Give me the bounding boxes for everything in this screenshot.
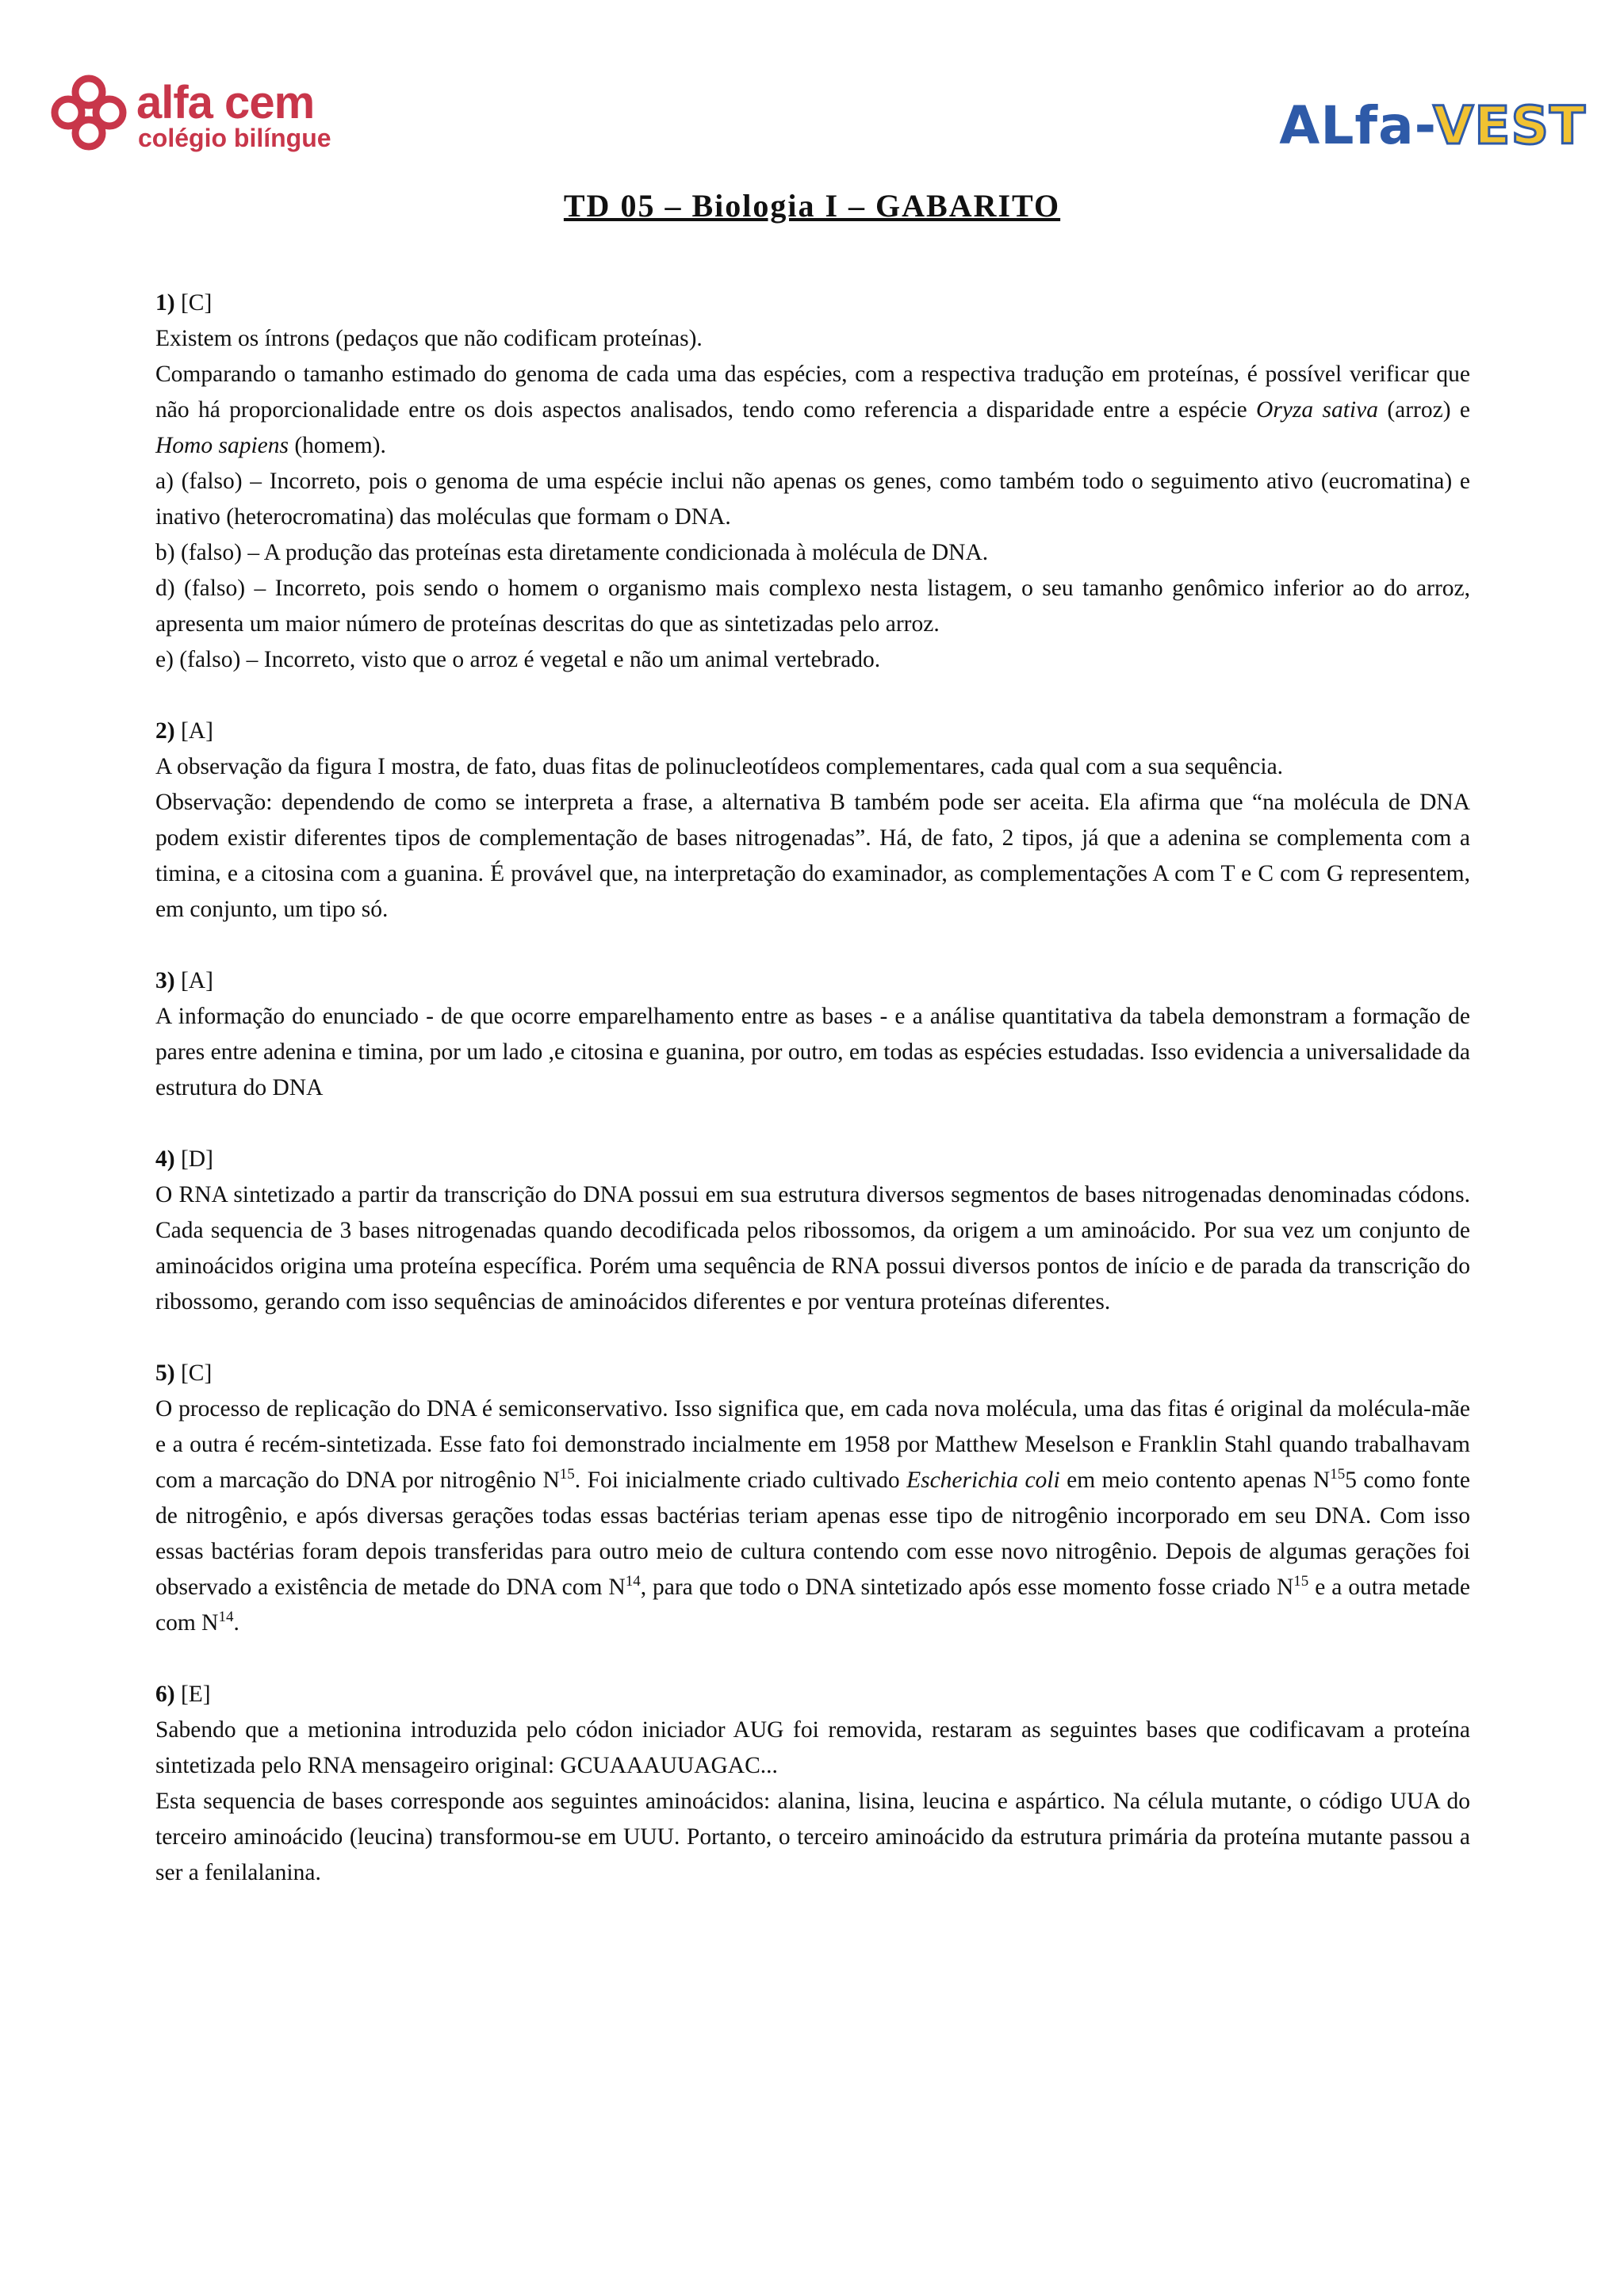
paragraph: Existem os íntrons (pedaços que não codificam proteínas).: [155, 326, 703, 351]
school-subtitle: colégio bilíngue: [138, 124, 331, 152]
paragraph: a) (falso) – Incorreto, pois o genoma de uma espécie inclui não apenas os genes, como também todo o seguimento ativo (eucromatina) e inativo (heterocromatina) das moléculas que formam o DNA.: [155, 469, 1470, 530]
school-name: alfa cem: [136, 77, 315, 128]
paragraph: O RNA sintetizado a partir da transcrição do DNA possui em sua estrutura diversos segmentos de bases nitrogenadas denominadas códons. Cada sequencia de 3 bases nitrogenadas quando decodificada pelos ribossomos, da origem a um aminoácido. Por sua vez um conjunto de aminoácidos origina uma proteína específica. Porém uma sequência de RNA possui diversos pontos de início e de parada da transcrição do ribossomo, gerando com isso sequências de aminoácidos diferentes e por ventura proteínas diferentes.: [155, 1182, 1470, 1314]
school-logo: [48, 71, 349, 166]
paragraph: Sabendo que a metionina introduzida pelo códon iniciador AUG foi removida, restaram as seguintes bases que codificavam a proteína sintetizada pelo RNA mensageiro original: GCUAAAUUAGAC...: [155, 1717, 1470, 1778]
page-title: TD 05 – Biologia I – GABARITO: [563, 188, 1061, 224]
brand-prefix: ALfa-: [1279, 95, 1434, 156]
species-name: Oryza sativa: [1256, 397, 1378, 423]
question-number: 6): [155, 1682, 175, 1707]
question-number: 1): [155, 290, 175, 316]
paragraph: Comparando o tamanho estimado do genoma de cada uma das espécies, com a respectiva tradução em proteínas, é possível verificar que não há proporcionalidade entre os dois aspectos analisados, tendo como referencia a disparidade entre a espécie Oryza sativa (arroz) e Homo sapiens (homem).: [155, 362, 1470, 458]
answer-letter: [D]: [180, 1146, 213, 1172]
paragraph: Observação: dependendo de como se interpreta a frase, a alternativa B também pode ser aceita. Ela afirma que “na molécula de DNA podem existir diferentes tipos de complementação de bases nitrogenadas”. Há, de fato, 2 tipos, já que a adenina se complementa com a timina, e a citosina com a guanina. É provável que, na interpretação do examinador, as complementações A com T e C com G representem, em conjunto, um tipo só.: [155, 790, 1470, 922]
paragraph: d) (falso) – Incorreto, pois sendo o homem o organismo mais complexo nesta listagem, o seu tamanho genômico inferior ao do arroz, apresenta um maior número de proteínas descritas do que as sintetizadas pelo arroz.: [155, 576, 1470, 637]
question-1: [155, 285, 1470, 678]
question-5: [155, 1356, 1470, 1641]
question-2: [155, 714, 1470, 928]
question-number: 2): [155, 718, 175, 744]
question-number: 3): [155, 968, 175, 993]
question-3: [155, 963, 1470, 1106]
species-name: Escherichia coli: [906, 1468, 1060, 1493]
paragraph: e) (falso) – Incorreto, visto que o arroz é vegetal e não um animal vertebrado.: [155, 647, 881, 672]
paragraph: A observação da figura I mostra, de fato, duas fitas de polinucleotídeos complementares, cada qual com a sua sequência.: [155, 754, 1284, 779]
answer-letter: [C]: [180, 1360, 213, 1386]
answer-letter: [E]: [180, 1682, 211, 1707]
brand-logo: [1279, 95, 1586, 156]
paragraph: O processo de replicação do DNA é semiconservativo. Isso significa que, em cada nova molécula, uma das fitas é original da molécula-mãe e a outra é recém-sintetizada. Esse fato foi demonstrado incialmente em 1958 por Matthew Meselson e Franklin Stahl quando trabalhavam com a marcação do DNA por nitrogênio $N^{15}$. Foi inicialmente criado cultivado Escherichia coli em meio contento apenas $N^{15}5$ como fonte de nitrogênio, e após diversas gerações todas essas bactérias teriam apenas esse tipo de nitrogênio incorporado em seu DNA. Com isso essas bactérias foram depois transferidas para outro meio de cultura contendo com esse novo nitrogênio. Depois de algumas gerações foi observado a existência de metade do DNA com $N^{14}$, para que todo o DNA sintetizado após esse momento fosse criado $N^{15}$ e a outra metade com $N^{14}$.: [155, 1396, 1471, 1636]
answer-key: [155, 285, 1470, 1927]
question-6: [155, 1677, 1470, 1891]
paragraph: b) (falso) – A produção das proteínas esta diretamente condicionada à molécula de DNA.: [155, 540, 989, 565]
knot-logo-icon: [48, 71, 130, 154]
brand-suffix: VEST: [1433, 95, 1586, 156]
answer-letter: [C]: [180, 290, 213, 316]
answer-letter: [A]: [180, 968, 213, 993]
question-number: 5): [155, 1360, 175, 1386]
question-4: [155, 1142, 1470, 1320]
paragraph: A informação do enunciado - de que ocorre emparelhamento entre as bases - e a análise quantitativa da tabela demonstram a formação de pares entre adenina e timina, por um lado ,e citosina e guanina, por outro, em todas as espécies estudadas. Isso evidencia a universalidade da estrutura do DNA: [155, 1004, 1470, 1100]
species-name: Homo sapiens: [155, 433, 289, 458]
question-number: 4): [155, 1146, 175, 1172]
answer-letter: [A]: [180, 718, 213, 744]
paragraph: Esta sequencia de bases corresponde aos seguintes aminoácidos: alanina, lisina, leucina e aspártico. Na célula mutante, o código UUA do terceiro aminoácido (leucina) transformou-se em UUU. Portanto, o terceiro aminoácido da estrutura primária da proteína mutante passou a ser a fenilalanina.: [155, 1789, 1470, 1885]
